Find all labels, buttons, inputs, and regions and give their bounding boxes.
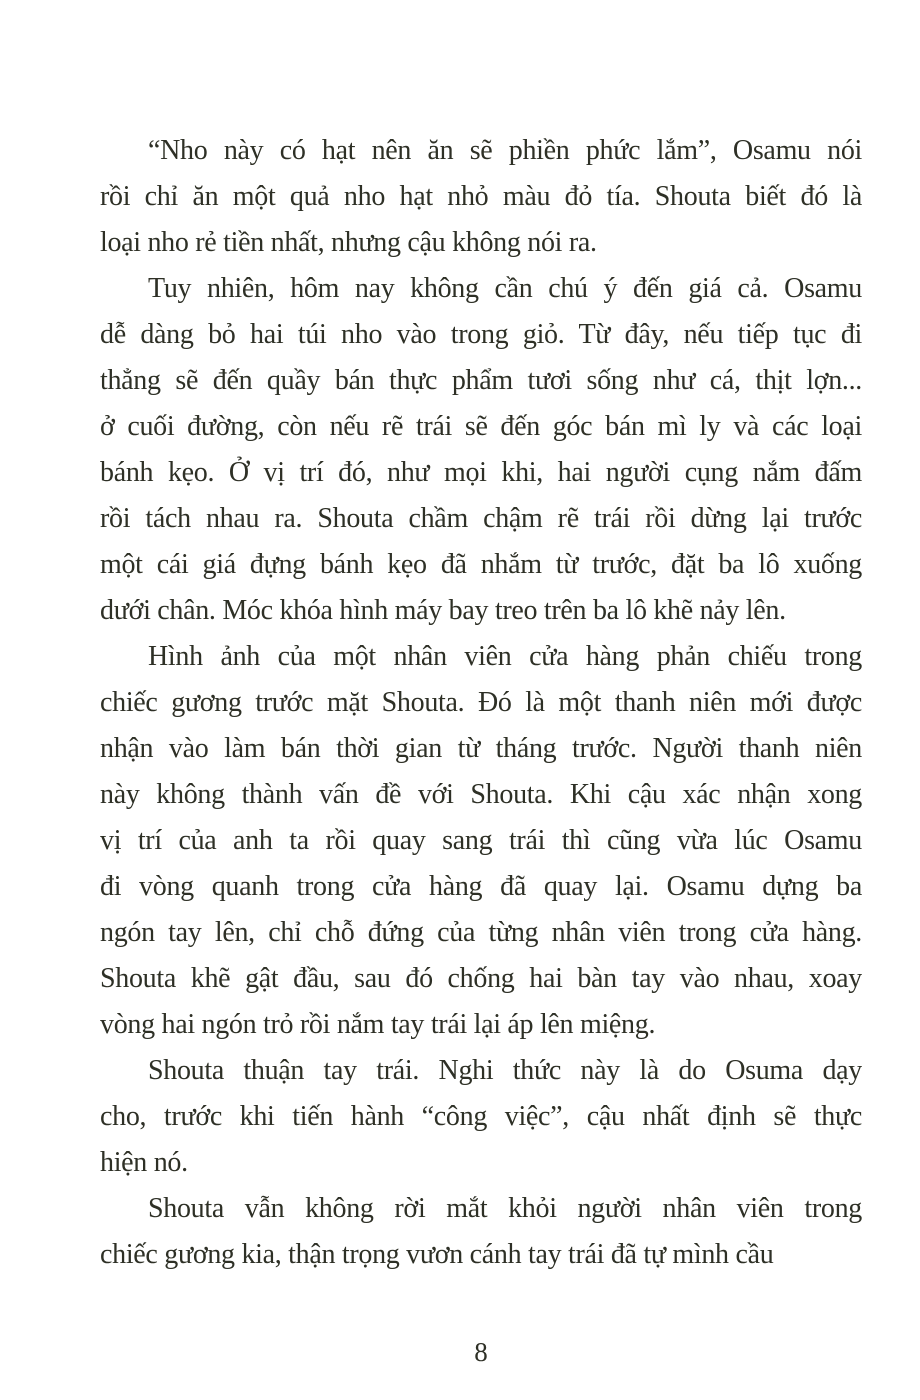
text-line: Shouta thuận tay trái. Nghi thức này là do Osuma dạy bbox=[148, 1055, 862, 1086]
text-line: cho, trước khi tiến hành “công việc”, cậu nhất định sẽ thực bbox=[100, 1101, 862, 1132]
text-line: Tuy nhiên, hôm nay không cần chú ý đến giá cả. Osamu bbox=[148, 273, 862, 304]
text-line: thẳng sẽ đến quầy bán thực phẩm tươi sống như cá, thịt lợn... bbox=[100, 365, 862, 396]
text-line: dễ dàng bỏ hai túi nho vào trong giỏ. Từ đây, nếu tiếp tục đi bbox=[100, 319, 862, 350]
text-line: chiếc gương trước mặt Shouta. Đó là một thanh niên mới được bbox=[100, 687, 862, 718]
text-line: này không thành vấn đề với Shouta. Khi cậu xác nhận xong bbox=[100, 779, 862, 810]
text-line: “Nho này có hạt nên ăn sẽ phiền phức lắm”, Osamu nói bbox=[148, 135, 862, 166]
text-line: chiếc gương kia, thận trọng vươn cánh tay trái đã tự mình cầu bbox=[100, 1239, 774, 1270]
text-line: Shouta khẽ gật đầu, sau đó chống hai bàn tay vào nhau, xoay bbox=[100, 963, 862, 994]
text-line: rồi chỉ ăn một quả nho hạt nhỏ màu đỏ tía. Shouta biết đó là bbox=[100, 181, 862, 212]
text-line: ở cuối đường, còn nếu rẽ trái sẽ đến góc bán mì ly và các loại bbox=[100, 411, 862, 442]
page-text bbox=[100, 128, 862, 1278]
text-line: hiện nó. bbox=[100, 1147, 188, 1178]
text-line: Hình ảnh của một nhân viên cửa hàng phản chiếu trong bbox=[148, 641, 862, 672]
text-line: loại nho rẻ tiền nhất, nhưng cậu không nói ra. bbox=[100, 227, 597, 258]
text-line: bánh kẹo. Ở vị trí đó, như mọi khi, hai người cụng nắm đấm bbox=[100, 457, 862, 488]
text-line: đi vòng quanh trong cửa hàng đã quay lại. Osamu dựng ba bbox=[100, 871, 862, 902]
text-line: vòng hai ngón trỏ rồi nắm tay trái lại áp lên miệng. bbox=[100, 1009, 656, 1040]
text-line: rồi tách nhau ra. Shouta chầm chậm rẽ trái rồi dừng lại trước bbox=[100, 503, 862, 534]
text-line: một cái giá đựng bánh kẹo đã nhắm từ trước, đặt ba lô xuống bbox=[100, 549, 862, 580]
page-number: 8 bbox=[474, 1337, 488, 1367]
text-line: Shouta vẫn không rời mắt khỏi người nhân viên trong bbox=[148, 1193, 862, 1224]
text-line: dưới chân. Móc khóa hình máy bay treo trên ba lô khẽ nảy lên. bbox=[100, 595, 786, 626]
text-line: ngón tay lên, chỉ chỗ đứng của từng nhân viên trong cửa hàng. bbox=[100, 917, 862, 948]
text-line: vị trí của anh ta rồi quay sang trái thì cũng vừa lúc Osamu bbox=[100, 825, 862, 856]
text-line: nhận vào làm bán thời gian từ tháng trước. Người thanh niên bbox=[100, 733, 862, 764]
